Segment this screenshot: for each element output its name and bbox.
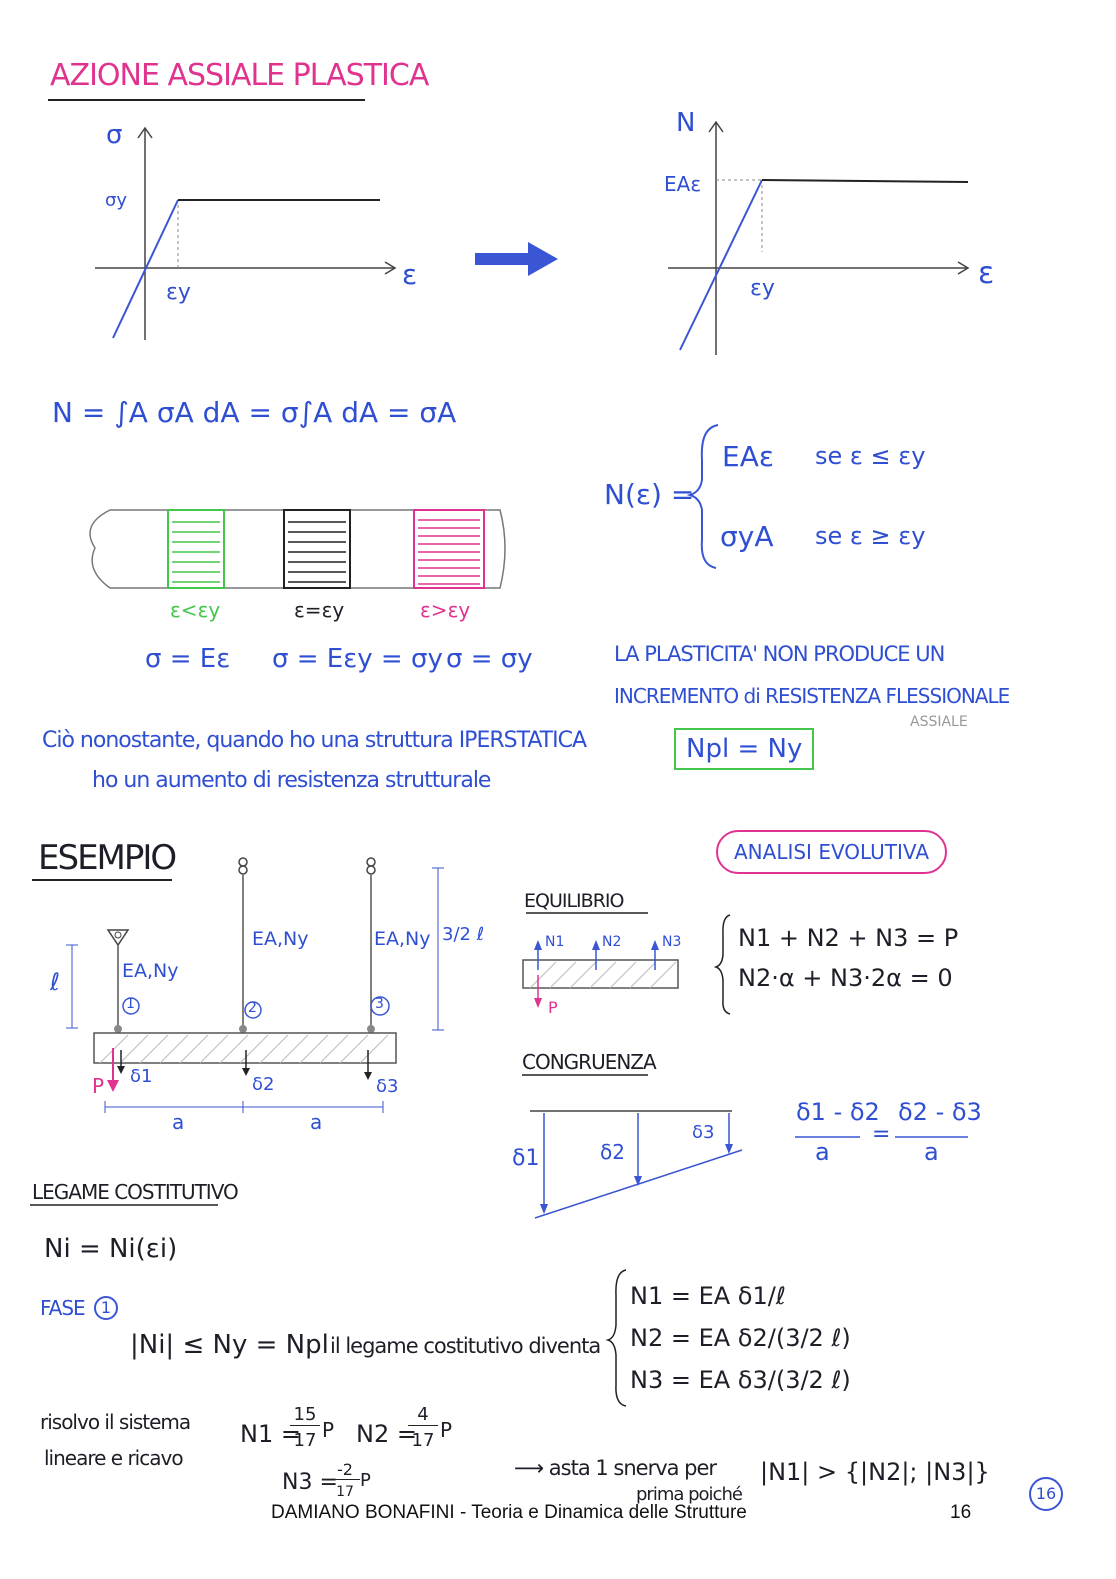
case1-condition: se ε ≤ εy <box>815 442 926 470</box>
system-eq1: N1 = EA δ1/ℓ <box>630 1282 786 1310</box>
frac2-num: δ2 - δ3 <box>898 1098 982 1126</box>
graph1-y-label: σ <box>106 120 123 150</box>
graph2-elastic-line <box>680 180 762 350</box>
rod3-label: EA,Ny <box>374 928 431 950</box>
equilibrium-eq2: N2·α + N3·2α = 0 <box>738 964 953 992</box>
rod1-label: EA,Ny <box>122 960 179 982</box>
hyperstatic-line2: ho un aumento di resistenza strutturale <box>92 768 491 793</box>
page-title: AZIONE ASSIALE PLASTICA <box>50 58 429 93</box>
span2-label: a <box>310 1110 323 1134</box>
n2-den: 17 <box>411 1430 435 1451</box>
becomes-text: il legame costitutivo diventa <box>330 1334 601 1358</box>
constitutive-heading: LEGAME COSTITUTIVO <box>32 1180 238 1204</box>
phase-number: 1 <box>94 1296 118 1320</box>
bar-specimen <box>90 510 505 588</box>
pink-label: ε>εy <box>420 598 471 622</box>
plasticity-line1: LA PLASTICITA' NON PRODUCE UN <box>614 642 945 666</box>
n2-p: P <box>440 1418 453 1442</box>
stress-label-1: σ = Eε <box>145 644 231 674</box>
phase-condition: |Ni| ≤ Ny = Npl <box>130 1330 329 1360</box>
length-left: ℓ <box>50 968 60 996</box>
page-circle-number: 16 <box>1035 1484 1057 1503</box>
n2-num: 4 <box>408 1404 438 1426</box>
plasticity-line2: INCREMENTO di RESISTENZA FLESSIONALE <box>614 684 1010 708</box>
eq-force-n2: N2 <box>602 934 622 950</box>
arrow-note2: prima poiché <box>636 1484 742 1505</box>
frac1-num: δ1 - δ2 <box>796 1098 880 1126</box>
eq-load: P <box>548 998 558 1017</box>
sigma-epsilon-graph <box>95 128 395 340</box>
graph1-x-label: ε <box>402 258 418 291</box>
n1-lhs: N1 = <box>240 1420 301 1448</box>
graph1-x-tick: εy <box>166 280 191 305</box>
graph1-y-tick: σy <box>105 190 128 211</box>
load-label: P <box>92 1074 105 1098</box>
system-brace <box>608 1270 626 1406</box>
case1-value: EAε <box>722 440 774 473</box>
frac2-den: a <box>924 1138 939 1166</box>
result-inequality: |N1| > {|N2|; |N3|} <box>760 1458 990 1486</box>
example-heading: ESEMPIO <box>38 838 176 878</box>
stress-label-3: σ = σy <box>446 644 533 674</box>
delta1-label: δ1 <box>130 1066 153 1087</box>
stress-label-2: σ = Eεy = σy <box>272 644 443 674</box>
evolutive-analysis-badge: ANALISI EVOLUTIVA <box>716 830 947 874</box>
n3-den: 17 <box>336 1484 354 1500</box>
rod2-number: 2 <box>248 1000 257 1016</box>
n1-num: 15 <box>290 1404 320 1426</box>
length-right: 3/2 ℓ <box>442 924 485 945</box>
plasticity-note: ASSIALE <box>910 714 968 730</box>
constitutive-relation: Ni = Ni(εi) <box>44 1234 178 1264</box>
black-label: ε=εy <box>294 598 345 622</box>
case2-condition: se ε ≥ εy <box>815 522 926 550</box>
eq-force-n3: N3 <box>662 934 682 950</box>
transform-arrow <box>475 242 558 276</box>
hyperstatic-line1: Ciò nonostante, quando ho una struttura IPERSTATICA <box>42 728 587 753</box>
n2-lhs: N2 = <box>356 1420 417 1448</box>
cong-d3: δ3 <box>692 1122 715 1143</box>
n-epsilon-graph <box>668 122 968 355</box>
cong-d2: δ2 <box>600 1140 625 1164</box>
footer-page-number: 16 <box>950 1502 972 1523</box>
frac-eq-sign: = <box>872 1122 891 1147</box>
system-eq2: N2 = EA δ2/(3/2 ℓ) <box>630 1324 851 1352</box>
delta3-label: δ3 <box>376 1076 399 1097</box>
congruence-diagram <box>522 1075 968 1218</box>
n1-p: P <box>322 1418 335 1442</box>
piecewise-lhs: N(ε) = <box>604 478 695 511</box>
formula-n: N = ∫A σA dA = σ∫A dA = σA <box>52 396 457 429</box>
case2-value: σyA <box>720 520 774 553</box>
solve-line1: risolvo il sistema <box>40 1410 191 1434</box>
graph2-plastic-line <box>762 180 968 182</box>
graph2-x-label: ε <box>978 256 995 291</box>
congruence-heading: CONGRUENZA <box>522 1050 656 1074</box>
phase-label: FASE <box>40 1296 85 1320</box>
arrow-note: ⟶ asta 1 snerva per <box>514 1456 717 1480</box>
footer-text: DAMIANO BONAFINI - Teoria e Dinamica delle Strutture <box>271 1502 747 1523</box>
rod3-number: 3 <box>375 996 384 1012</box>
n3-lhs: N3 = <box>282 1470 338 1495</box>
solve-line2: lineare e ricavo <box>44 1446 183 1470</box>
graph2-y-label: N <box>676 108 696 138</box>
rod1-number: 1 <box>126 996 135 1012</box>
system-eq3: N3 = EA δ3/(3/2 ℓ) <box>630 1366 851 1394</box>
span1-label: a <box>172 1110 185 1134</box>
graph2-y-tick: EAε <box>664 172 702 196</box>
frac1-den: a <box>815 1138 830 1166</box>
n3-num: -2 <box>330 1460 360 1480</box>
rod2-label: EA,Ny <box>252 928 309 950</box>
n3-p: P <box>360 1470 371 1491</box>
equilibrium-heading: EQUILIBRIO <box>524 890 624 912</box>
delta2-label: δ2 <box>252 1074 275 1095</box>
green-label: ε<εy <box>170 598 221 622</box>
n1-den: 17 <box>293 1430 317 1451</box>
cong-d1: δ1 <box>512 1146 540 1171</box>
graph2-x-tick: εy <box>750 276 775 301</box>
equilibrium-eq1: N1 + N2 + N3 = P <box>738 924 959 952</box>
eq-force-n1: N1 <box>545 934 565 950</box>
npl-box: Npl = Ny <box>674 728 814 770</box>
